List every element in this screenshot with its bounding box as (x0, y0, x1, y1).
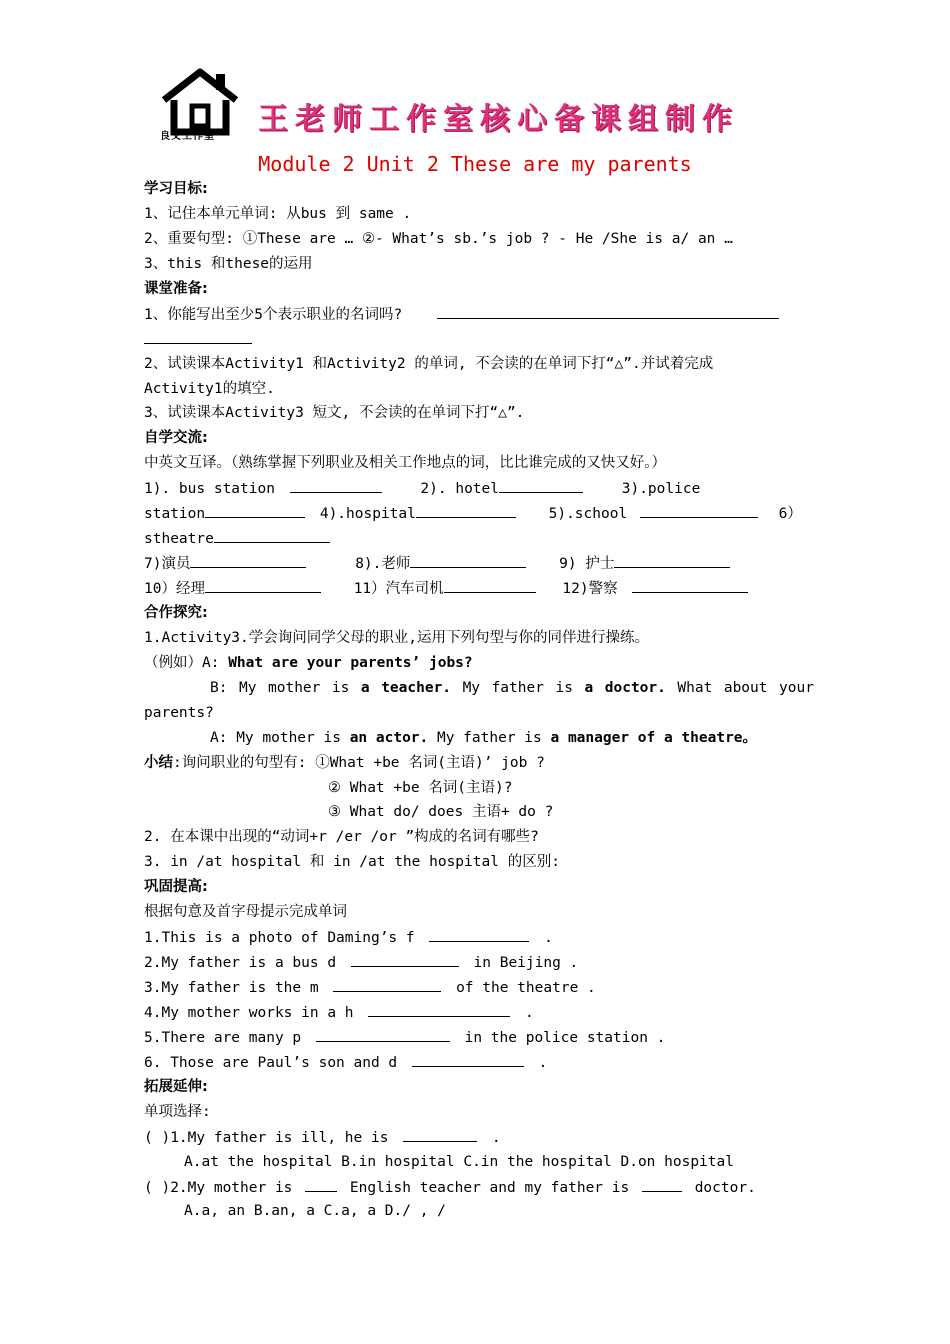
item-label: 7)演员 (144, 556, 191, 573)
fill-in-sentence (144, 925, 814, 950)
example-answer-b-cont: parents? (144, 704, 214, 721)
item-label: stheatre (144, 531, 214, 548)
answer-blank[interactable] (333, 975, 441, 992)
item-label: 1). bus station (144, 481, 275, 498)
prep-question-2-cont: Activity1的填空. (144, 380, 275, 397)
sentence-start: 6. Those are Paul’s son and d (144, 1054, 398, 1071)
item-label: 3).police (621, 481, 701, 498)
fill-in-sentence (144, 1025, 814, 1050)
answer-blank[interactable] (640, 501, 758, 518)
consolidate-heading: 巩固提高: (144, 879, 208, 896)
sentence-end: . (538, 1054, 548, 1071)
sentence-end: . (544, 930, 553, 947)
item-label: 8).老师 (355, 556, 411, 573)
summary-line (144, 751, 814, 776)
fill-in-sentence (144, 975, 814, 1000)
goal-item: 2、重要句型: ①These are … ②- What’s sb.’s job ? - He /She is a/ an … (144, 230, 733, 247)
word: your (779, 679, 814, 696)
example-answer-b (144, 676, 814, 701)
answer-blank[interactable] (437, 302, 779, 319)
summary-line: ② What +be 名词(主语)? (328, 779, 513, 796)
choice-options: A.at the hospital B.in hospital C.in the hospital D.on hospital (184, 1153, 734, 1170)
prep-heading: 课堂准备: (144, 280, 208, 297)
prep-question-1 (144, 302, 814, 327)
answer-blank[interactable] (632, 576, 748, 593)
answer-blank[interactable] (368, 1000, 510, 1017)
answer-blank[interactable] (205, 576, 321, 593)
answer-blank[interactable] (316, 1025, 450, 1042)
sentence-end: . (524, 1004, 534, 1021)
example-question-text: What are your parents’ jobs? (228, 654, 473, 671)
sentence-part-bold: an actor. (349, 729, 429, 746)
sentence-start: 5.There are many p (144, 1029, 302, 1046)
choice-options: A.a, an B.an, a C.a, a D./ , / (184, 1203, 446, 1220)
word: mother (268, 679, 321, 696)
question-text: doctor. (694, 1179, 756, 1196)
word: a (360, 679, 370, 696)
answer-blank[interactable] (214, 526, 330, 543)
choice-question (144, 1175, 814, 1200)
answer-blank[interactable] (403, 1125, 477, 1142)
explore-question-3: 3. in /at hospital 和 in /at the hospital 的区别: (144, 854, 560, 871)
summary-label: 小结 (144, 754, 173, 771)
answer-blank[interactable] (614, 551, 730, 568)
fill-in-sentence (144, 1050, 814, 1075)
item-label: 9) 护士 (559, 556, 615, 573)
answer-blank[interactable] (190, 551, 306, 568)
page-title: Module 2 Unit 2 These are my parents (258, 152, 692, 176)
word: a (584, 679, 594, 696)
item-label: 4).hospital (319, 506, 416, 523)
example-answer-a (144, 726, 814, 751)
goal-item: 3、this 和these的运用 (144, 255, 313, 272)
question-text: ( )1.My father is ill, he is (144, 1129, 389, 1146)
prep-question-2: 2、试读课本Activity1 和Activity2 的单词, 不会读的在单词下打“△”.并试着完成 (144, 355, 714, 372)
word: is (555, 679, 573, 696)
answer-blank[interactable] (642, 1175, 682, 1192)
answer-blank[interactable] (205, 501, 305, 518)
activity-instruction: 1.Activity3.学会询问同学父母的职业,运用下列句型与你的同伴进行操练。 (144, 629, 649, 646)
sentence-start: 4.My mother works in a h (144, 1004, 354, 1021)
translation-row (144, 476, 814, 501)
goals-heading: 学习目标: (144, 181, 208, 197)
answer-blank[interactable] (305, 1175, 337, 1192)
sentence-end: in the police station . (464, 1029, 666, 1046)
word: is (331, 679, 350, 696)
word: doctor. (604, 679, 666, 696)
answer-blank[interactable] (410, 551, 526, 568)
word: My (239, 679, 257, 696)
fill-in-sentence (144, 1000, 814, 1025)
summary-line: ③ What do/ does 主语+ do ? (328, 804, 554, 821)
item-label: 11）汽车司机 (353, 581, 444, 597)
word: What (677, 679, 713, 696)
word: father (491, 679, 544, 696)
answer-blank[interactable] (290, 476, 382, 493)
choice-question (144, 1125, 814, 1150)
exchange-intro: 中英文互译。（熟练掌握下列职业及相关工作地点的词，比比谁完成的又快又好。） (144, 455, 666, 472)
sentence-end: of the theatre . (456, 980, 596, 996)
worksheet-body (144, 177, 814, 1224)
word: My (462, 679, 481, 696)
extend-heading: 拓展延伸: (144, 1078, 208, 1095)
item-label: 6） (778, 506, 802, 523)
answer-blank[interactable] (416, 501, 516, 518)
exchange-heading: 自学交流: (144, 430, 208, 447)
example-question (144, 651, 814, 676)
prep-question-1-continued (144, 327, 814, 352)
item-label: 5).school (548, 506, 628, 523)
sentence-part: My father is (428, 729, 551, 746)
sentence-start: 1.This is a photo of Daming’s f (144, 930, 415, 947)
item-label: 12)警察 (562, 581, 618, 597)
studio-banner: 王老师工作室核心备课组制作 (258, 102, 739, 137)
sentence-end: in Beijing . (473, 955, 579, 972)
extend-intro: 单项选择: (144, 1103, 211, 1120)
word: about (723, 679, 768, 696)
example-prefix: （例如）A: (144, 654, 229, 671)
sentence-start: 3.My father is the m (144, 980, 319, 996)
item-label: station (144, 506, 206, 523)
item-label: 2). hotel (420, 481, 499, 498)
sentence-part: A: My mother is (210, 729, 350, 746)
prep-question-text: 1、你能写出至少5个表示职业的名词吗? (144, 306, 403, 323)
logo-caption: 良文工作室 (160, 131, 215, 142)
translation-row (144, 526, 814, 551)
answer-blank[interactable] (499, 476, 583, 493)
question-text: ( )2.My mother is (144, 1179, 293, 1196)
sentence-part-bold: a manager of a theatre。 (550, 729, 758, 746)
question-end: . (491, 1129, 501, 1146)
explore-heading: 合作探究: (144, 604, 208, 621)
word: teacher. (381, 679, 452, 696)
item-label: 10）经理 (144, 581, 205, 597)
prep-question-3: 3、试读课本Activity3 短文, 不会读的在单词下打“△”. (144, 405, 525, 422)
answer-blank[interactable] (144, 327, 252, 344)
translation-row (144, 551, 814, 576)
translation-row (144, 501, 814, 526)
consolidate-intro: 根据句意及首字母提示完成单词 (144, 904, 347, 921)
goal-item: 1、记住本单元单词: 从bus 到 same . (144, 205, 412, 222)
answer-blank[interactable] (351, 950, 459, 967)
answer-blank[interactable] (412, 1050, 524, 1067)
answer-blank[interactable] (444, 576, 536, 593)
fill-in-sentence (144, 950, 814, 975)
sentence-start: 2.My father is a bus d (144, 955, 337, 972)
question-text: English teacher and my father is (349, 1179, 630, 1196)
translation-row (144, 576, 814, 601)
explore-question-2: 2. 在本课中出现的“动词+r /er /or ”构成的名词有哪些? (144, 829, 539, 846)
summary-text: :询问职业的句型有: ①What +be 名词(主语)’ job ? (173, 754, 545, 771)
answer-blank[interactable] (429, 925, 529, 942)
word: B: (210, 679, 228, 696)
